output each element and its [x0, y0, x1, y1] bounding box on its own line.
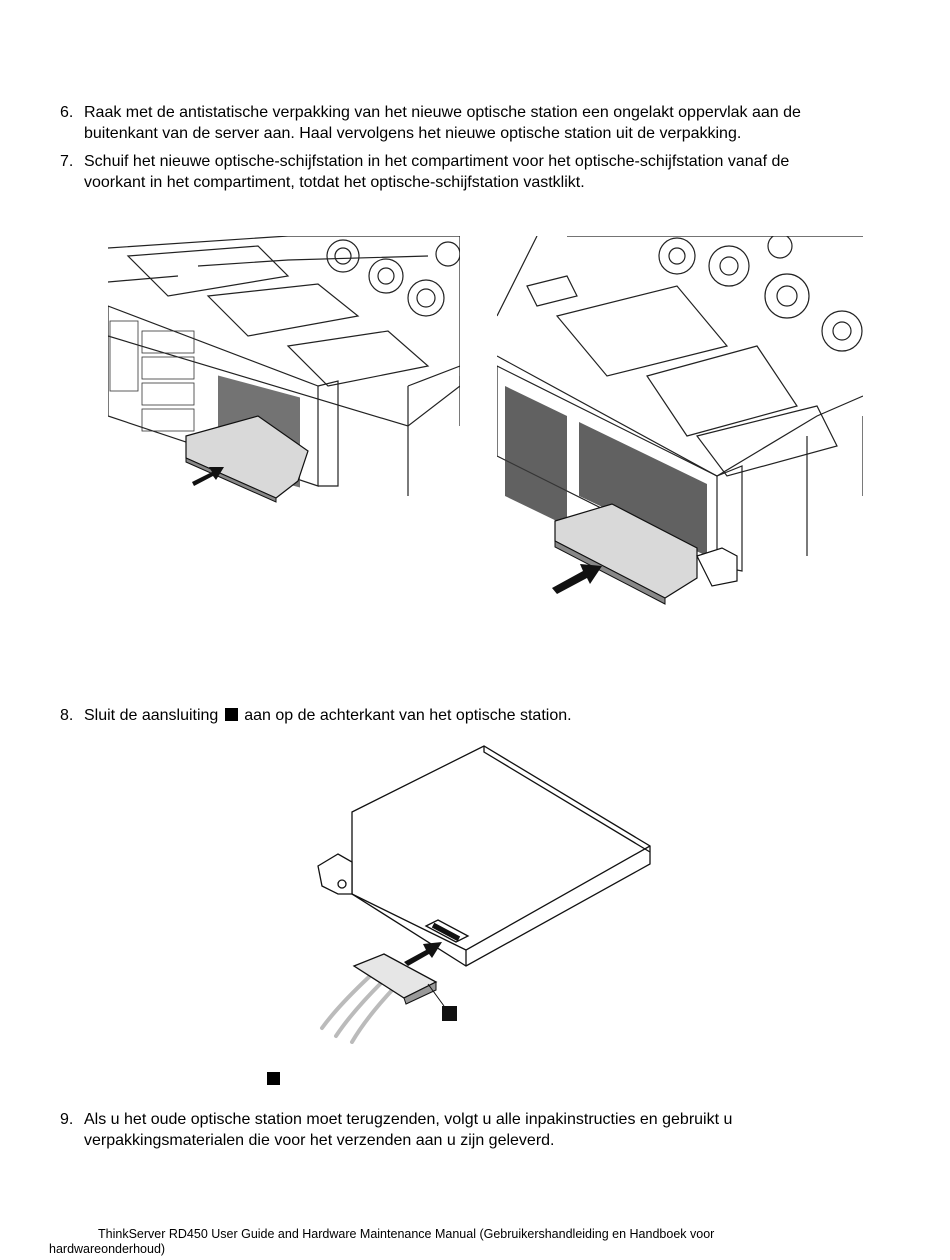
step-number: 6.	[60, 104, 74, 121]
step-number: 8.	[60, 707, 74, 724]
step-number: 9.	[60, 1111, 74, 1128]
page-footer: ThinkServer RD450 User Guide and Hardware Maintenance Manual (Gebruikershandleiding en Handboek voor hardwareonderhoud)	[49, 1227, 715, 1256]
step-text: Sluit de aansluiting aan op de achterkant van het optische station.	[84, 707, 572, 724]
step-number: 7.	[60, 153, 74, 170]
step-text: Schuif het nieuwe optische-schijfstation in het compartiment voor het optische-schijfstation vanaf de voorkant in het compartiment, totdat het optische-schijfstation vastklikt.	[84, 153, 790, 191]
connector-attach-illustration	[308, 744, 658, 1044]
server-drive-insert-illustration-left	[108, 236, 460, 512]
legend-callout-1-square-icon	[267, 1072, 280, 1085]
server-drive-insert-illustration-right	[497, 236, 863, 606]
step-text: Raak met de antistatische verpakking van het nieuwe optische station een ongelakt oppervlak aan de buitenkant van de server aan. Haal vervolgens het nieuwe optische station uit de verpakking.	[84, 104, 801, 142]
step-text: Als u het oude optische station moet terugzenden, volgt u alle inpakinstructies en gebruikt u verpakkingsmaterialen die voor het verzenden aan u zijn geleverd.	[84, 1111, 733, 1149]
callout-1-square-icon	[225, 708, 238, 721]
callout-1-square-icon	[442, 1006, 457, 1021]
